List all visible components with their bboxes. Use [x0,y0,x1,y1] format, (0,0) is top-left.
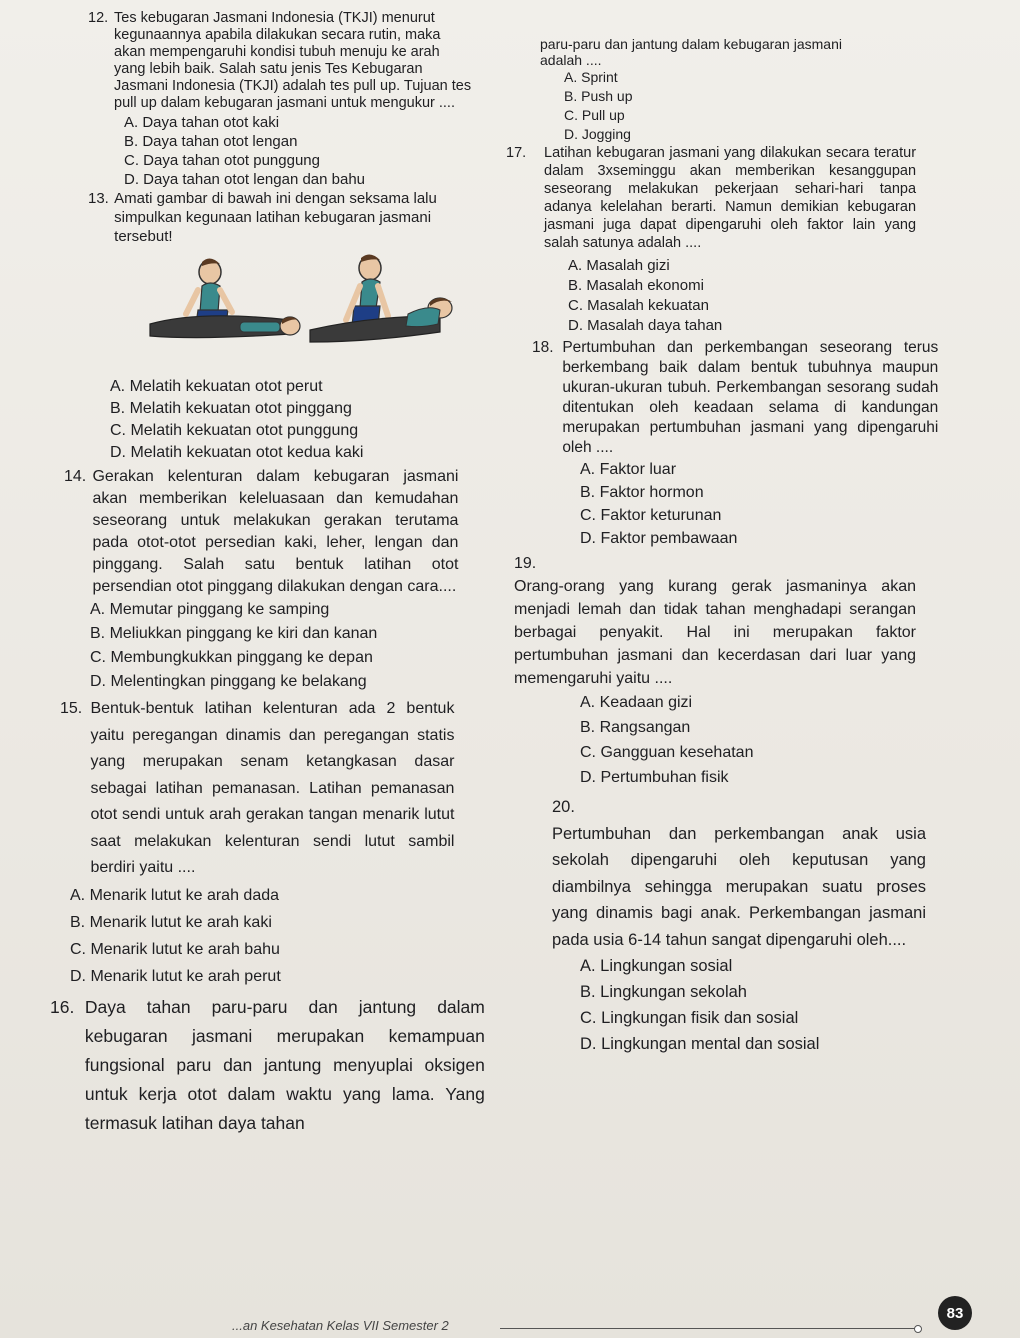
question-stem: Pertumbuhan dan perkembangan anak usia sekolah dipengaruhi oleh keputusan yang diambilnya sehingga merupakan suatu proses yang dinamis bagi anak. Perkembangan jasmani pada usia 6-14 tahun sangat dipengaruhi oleh.... [552,824,926,949]
option-c: C. Daya tahan otot punggung [124,152,320,169]
question-17 [506,144,950,252]
left-column [50,10,500,1138]
option-c: C. Gangguan kesehatan [580,744,754,761]
question-15 [60,696,500,882]
q13-options [110,376,500,464]
option-c: C. Masalah kekuatan [568,297,709,314]
question-stem: Latihan kebugaran jasmani yang dilakukan secara teratur dalam 3xseminggu akan memberikan kesanggupan seseorang melakukan pekerjaan sehari-hari tanpa adanya kelelahan berarti. Namun demikian kebugaran jasmani juga dapat dipengaruhi oleh faktor lain yang salah satunya adalah .... [544,145,917,251]
option-d: D. Masalah daya tahan [568,317,723,334]
option-b: B. Rangsangan [580,719,691,736]
footer-dot [914,1325,922,1333]
q20-options [540,953,950,1057]
question-12 [88,10,500,112]
question-stem: Tes kebugaran Jasmani Indonesia (TKJI) menurut kegunaannya apabila dilakukan secara rutin, maka akan mempengaruhi kondisi tubuh menuju ke arah yang lebih baik. Salah satu jenis Tes Kebugaran Jasmani Indonesia (TKJI) adalah tes pull up. Tujuan tes pull up dalam kebugaran jasmani untuk mengukur .... [114,10,472,111]
option-c: C. Lingkungan fisik dan sosial [580,1009,799,1027]
option-a: A. Sprint [564,69,618,85]
question-number: 14. [64,468,87,485]
page-number: 83 [938,1296,972,1330]
question-stem: Orang-orang yang kurang gerak jasmaninya akan menjadi lemah dan tidak tahan menghadapi serangan berbagai penyakit. Hal ini merupakan faktor pertumbuhan jasmani dan kecerdasan dari luar yang memengaruhi yaitu .... [514,578,916,687]
back-exercise-illustration [140,250,460,368]
option-d: D. Lingkungan mental dan sosial [580,1035,820,1053]
option-a: A. Melatih kekuatan otot perut [110,378,323,395]
question-stem: Gerakan kelenturan dalam kebugaran jasmani akan memberikan keleluasaan dan kemudahan seseorang untuk melakukan gerakan terutama pada otot-otot persedian kaki, leher, lengan dan pinggang. Salah satu bentuk latihan otot persendian otot pinggang dilakukan dengan cara.... [92,468,459,595]
option-a: A. Memutar pinggang ke samping [90,601,330,618]
question-number: 18. [532,339,554,356]
question-number: 20. [552,798,575,816]
option-d: D. Melatih kekuatan otot kedua kaki [110,444,364,461]
option-b: B. Melatih kekuatan otot pinggang [110,400,352,417]
question-stem: Daya tahan paru-paru dan jantung dalam kebugaran jasmani merupakan kemampuan fungsional paru dan jantung menyuplai oksigen untuk kerja otot dalam waktu yang lama. Yang termasuk latihan daya tahan [84,996,485,1133]
q16-options [540,68,950,144]
option-d: D. Daya tahan otot lengan dan bahu [124,171,366,188]
question-16 [50,993,500,1138]
option-c: C. Membungkukkan pinggang ke depan [90,649,373,666]
option-b: B. Faktor hormon [580,484,704,501]
option-a: A. Keadaan gizi [580,694,693,711]
question-number: 13. [88,190,109,207]
option-c: C. Faktor keturunan [580,507,722,524]
question-number: 15. [60,700,83,717]
q17-options [540,256,950,336]
question-19 [514,552,950,690]
option-a: A. Faktor luar [580,461,677,478]
q15-options [70,882,500,990]
question-stem: paru-paru dan jantung dalam kebugaran jasmani adalah .... [540,36,842,68]
option-b: B. Push up [564,88,633,104]
right-column [506,36,950,1057]
option-b: B. Daya tahan otot lengan [124,133,298,150]
q14-options [90,598,500,694]
question-number: 17. [506,145,527,161]
option-d: D. Menarik lutut ke arah perut [70,967,281,985]
option-b: B. Lingkungan sekolah [580,983,747,1001]
option-c: C. Menarik lutut ke arah bahu [70,940,280,958]
question-stem: Pertumbuhan dan perkembangan seseorang terus berkembang baik dalam bentuk tubuhnya maupun ukuran-ukuran tubuh. Perkembangan sesorang sudah ditentukan oleh keadaan selama di kandungan merupakan pertumbuhan jasmani yang dipengaruhi oleh .... [562,339,939,456]
footer-rule [500,1328,920,1329]
question-14 [64,466,500,598]
option-c: C. Melatih kekuatan otot punggung [110,422,359,439]
footer-book-title: ...an Kesehatan Kelas VII Semester 2 [232,1318,449,1333]
option-d: D. Melentingkan pinggang ke belakang [90,673,367,690]
q18-options [540,458,950,550]
question-number: 16. [50,996,75,1017]
question-stem: Bentuk-bentuk latihan kelenturan ada 2 bentuk yaitu peregangan dinamis dan peregangan statis yang merupakan senam ketangkasan dasar sebagai latihan pemanasan. Latihan pemanasan otot sendi untuk arah gerakan tangan menarik lutut saat melakukan kelenturan sendi lutut sambil berdiri yaitu .... [90,700,455,876]
question-number: 12. [88,10,109,26]
q12-options [110,113,500,189]
option-a: A. Menarik lutut ke arah dada [70,886,280,904]
exercise-illustration [140,250,460,368]
option-d: D. Jogging [564,126,631,142]
option-b: B. Menarik lutut ke arah kaki [70,913,272,931]
option-a: A. Masalah gizi [568,257,670,274]
question-20 [552,794,950,953]
q19-options [540,690,950,790]
option-a: A. Daya tahan otot kaki [124,114,280,131]
option-c: C. Pull up [564,107,625,123]
option-a: A. Lingkungan sosial [580,957,733,975]
question-18 [532,338,950,458]
option-d: D. Faktor pembawaan [580,530,738,547]
question-stem: Amati gambar di bawah ini dengan seksama lalu simpulkan kegunaan latihan kebugaran jasmani tersebut! [114,190,437,245]
question-16-continued [540,36,870,68]
option-d: D. Pertumbuhan fisik [580,769,729,786]
question-13 [88,189,500,246]
option-b: B. Masalah ekonomi [568,277,704,294]
option-b: B. Meliukkan pinggang ke kiri dan kanan [90,625,378,642]
question-number: 19. [514,555,537,572]
